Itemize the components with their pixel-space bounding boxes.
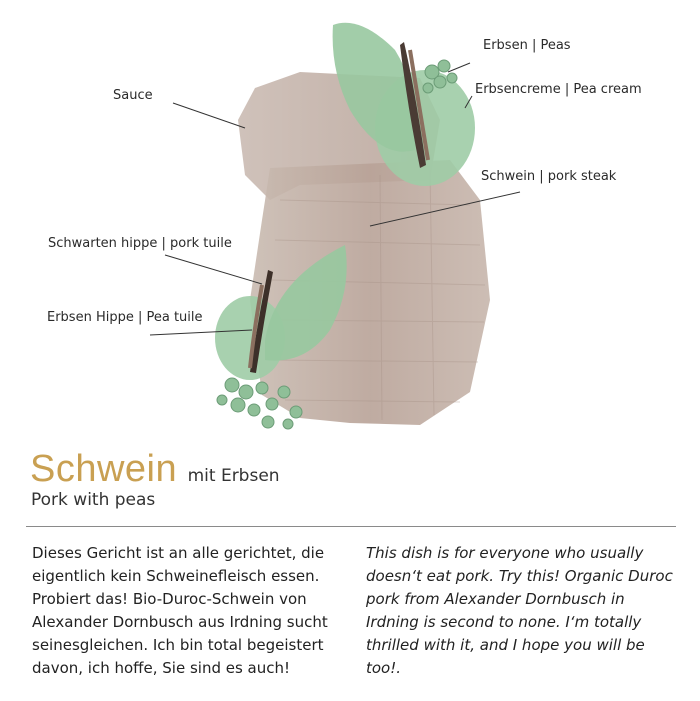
title-secondary: mit Erbsen xyxy=(187,466,280,486)
description-german: Dieses Gericht ist an alle gerichtet, die eigentlich kein Schweinefleisch essen. Probiert das! Bio-Duroc-Schwein von Alexander Dornbusch aus Irdning sucht seinesgleichen. Ich bin total begeistert davon, ich hoffe, Sie sind es auch! xyxy=(32,544,328,677)
label-pork-steak: Schwein | pork steak xyxy=(481,169,617,184)
title-main: Schwein xyxy=(30,448,178,490)
description-english: This dish is for everyone who usually doesn‘t eat pork. Try this! Organic Duroc pork from Alexander Dornbusch in Irdning is second to none. I‘m totally thrilled with it, and I hope you will be too!. xyxy=(366,544,673,677)
label-pea-tuile: Erbsen Hippe | Pea tuile xyxy=(47,310,203,325)
title xyxy=(30,448,280,491)
label-peas: Erbsen | Peas xyxy=(483,38,571,53)
label-pea-cream: Erbsencreme | Pea cream xyxy=(475,82,642,97)
label-pork-tuile: Schwarten hippe | pork tuile xyxy=(48,236,232,251)
label-sauce: Sauce xyxy=(113,88,153,103)
subtitle: Pork with peas xyxy=(31,490,156,510)
divider xyxy=(26,526,676,527)
